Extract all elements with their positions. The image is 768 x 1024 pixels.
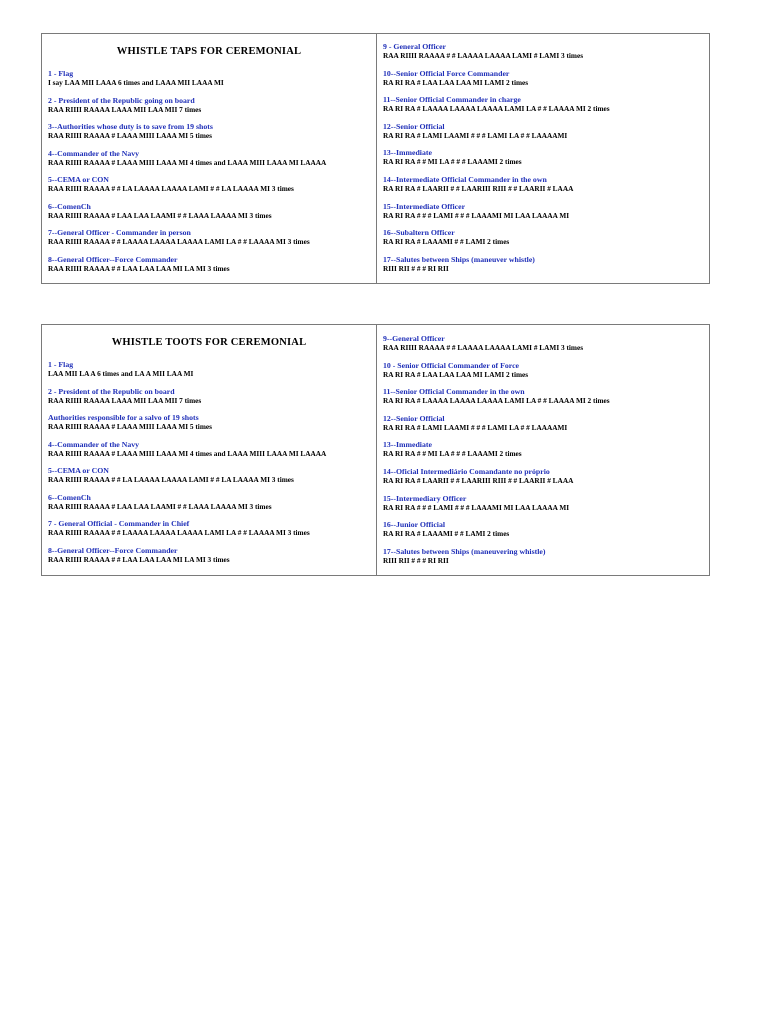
entry-heading: 11--Senior Official Commander in charge	[383, 95, 521, 105]
entry	[48, 149, 370, 167]
entry-heading: Authorities responsible for a salvo of 19 shots	[48, 413, 199, 422]
entry-pattern: RAA RIIII RAAAA # # LAAAA LAAAA LAAAA LAMI LA # # LAAAA MI 3 times	[48, 237, 310, 246]
entry-heading: 8--General Officer--Force Commander	[48, 254, 178, 264]
entry-heading: 11--Senior Official Commander in the own	[383, 387, 525, 397]
entry	[48, 360, 370, 378]
entry-heading: 16--Junior Official	[383, 520, 446, 530]
entry-heading: 10 - Senior Official Commander of Force	[383, 360, 519, 370]
entry	[48, 175, 370, 193]
entry	[383, 414, 703, 432]
entry-heading: 4--Commander of the Navy	[48, 148, 140, 158]
entry	[48, 202, 370, 220]
entry	[383, 387, 703, 405]
entry	[383, 467, 703, 485]
entry-heading: 10--Senior Official Force Commander	[383, 68, 510, 78]
entry-heading: 12--Senior Official	[383, 121, 445, 131]
entry-pattern: RA RI RA # # # LAMI # # # LAAAMI MI LAA LAAAA MI	[383, 210, 570, 220]
entry	[383, 42, 703, 60]
entry	[383, 69, 703, 87]
entry-pattern: RA RI RA # LAAAA LAAAA LAAAA LAMI LA # # LAAAA MI 2 times	[383, 104, 610, 114]
entry-pattern: RAA RIIII RAAAA LAAA MII LAA MII 7 times	[48, 395, 202, 405]
entry-heading: 6--ComenCh	[48, 492, 91, 502]
entry-heading: 7--General Officer - Commander in person	[48, 228, 191, 237]
entry	[383, 175, 703, 193]
entry-heading: 6--ComenCh	[48, 201, 91, 211]
entry-pattern: RAA RIIII RAAAA # LAA LAA LAAMI # # LAAA LAAAA MI 3 times	[48, 210, 272, 220]
right-column	[377, 34, 709, 283]
entry	[48, 387, 370, 405]
entry-heading: 2 - President of the Republic going on board	[48, 95, 195, 105]
entry-heading: 15--Intermediary Officer	[383, 493, 467, 503]
entry-pattern: RA RI RA # LAMI LAAMI # # # LAMI LA # # LAAAAMI	[383, 422, 568, 432]
entry-heading: 17--Salutes between Ships (maneuvering whistle)	[383, 546, 546, 556]
entry	[48, 255, 370, 273]
entry-heading: 5--CEMA or CON	[48, 466, 109, 475]
entry-pattern: LAA MII LA A 6 times and LA A MII LAA MI	[48, 369, 194, 378]
entry-pattern: RA RI RA # # MI LA # # # LAAAMI 2 times	[383, 157, 522, 167]
entry-pattern: RAA RIIII RAAAA LAAA MII LAA MII 7 times	[48, 104, 202, 114]
entry	[383, 520, 703, 538]
entry	[383, 228, 703, 246]
entry	[383, 440, 703, 458]
left-column	[42, 325, 377, 575]
entry-pattern: RAA RIIII RAAAA # # LAA LAA LAA MI LA MI 3 times	[48, 263, 230, 273]
entry	[383, 202, 703, 220]
entry-pattern: RAA RIIII RAAAA # # LAAAA LAAAA LAAAA LAMI LA # # LAAAA MI 3 times	[48, 528, 310, 537]
entry-heading: 8--General Officer--Force Commander	[48, 545, 178, 555]
entry	[383, 361, 703, 379]
entry-pattern: RA RI RA # LAAAA LAAAA LAAAA LAMI LA # # LAAAA MI 2 times	[383, 396, 610, 406]
entry-pattern: RIII RII # # # RI RII	[383, 555, 449, 565]
entry-heading: 15--Intermediate Officer	[383, 201, 466, 211]
entry	[48, 413, 370, 431]
entry-heading: 13--Immediate	[383, 148, 432, 158]
entry-heading: 4--Commander of the Navy	[48, 439, 140, 449]
entry-pattern: RAA RIIII RAAAA # # LA LAAAA LAAAA LAMI # # LA LAAAA MI 3 times	[48, 475, 294, 484]
entry	[383, 122, 703, 140]
entry	[48, 466, 370, 484]
entry-pattern: RA RI RA # LAAAMI # # LAMI 2 times	[383, 237, 510, 247]
entry	[48, 519, 370, 537]
entry	[48, 122, 370, 140]
entry	[48, 546, 370, 564]
entry-pattern: RAA RIIII RAAAA # LAAA MIII LAAA MI 5 times	[48, 422, 212, 431]
entry-heading: 12--Senior Official	[383, 413, 445, 423]
entry-pattern: RAA RIIII RAAAA # # LAAAA LAAAA LAMI # LAMI 3 times	[383, 343, 584, 352]
entry-heading: 17--Salutes between Ships (maneuver whistle)	[383, 254, 535, 264]
entry	[383, 148, 703, 166]
entry	[383, 494, 703, 512]
entry	[383, 547, 703, 565]
entry-heading: 9--General Officer	[383, 334, 445, 343]
right-column	[377, 325, 709, 575]
entry	[383, 334, 703, 352]
entry-heading: 13--Immediate	[383, 440, 432, 450]
entry-heading: 3--Authorities whose duty is to save from 19 shots	[48, 122, 213, 131]
entry-pattern: RA RI RA # # # LAMI # # # LAAAMI MI LAA LAAAA MI	[383, 502, 570, 512]
entry-heading: 1 - Flag	[48, 360, 74, 369]
entry	[48, 228, 370, 246]
entry-pattern: RA RI RA # LAARII # # LAARIII RIII # # LAARII # LAAA	[383, 183, 574, 193]
entry-pattern: RA RI RA # LAARII # # LAARIII RIII # # LAARII # LAAA	[383, 475, 574, 485]
whistle-taps-card	[41, 33, 710, 284]
entry-pattern: RAA RIIII RAAAA # LAA LAA LAAMI # # LAAA LAAAA MI 3 times	[48, 501, 272, 511]
left-column	[42, 34, 377, 283]
entry	[48, 493, 370, 511]
entry-pattern: RAA RIIII RAAAA # LAAA MIII LAAA MI 4 times and LAAA MIII LAAA MI LAAAA	[48, 157, 327, 167]
entry-pattern: RAA RIIII RAAAA # # LAA LAA LAA MI LA MI 3 times	[48, 554, 230, 564]
entry-heading: 16--Subaltern Officer	[383, 228, 455, 238]
entry-heading: 1 - Flag	[48, 69, 74, 78]
entry-heading: 14--Oficial Intermediário Comandante no próprio	[383, 466, 550, 476]
entry-pattern: RAA RIIII RAAAA # # LA LAAAA LAAAA LAMI # # LA LAAAA MI 3 times	[48, 184, 294, 193]
entry-pattern: RIII RII # # # RI RII	[383, 263, 449, 273]
entry-heading: 2 - President of the Republic on board	[48, 386, 175, 396]
entry-pattern: RAA RIIII RAAAA # LAAA MIII LAAA MI 4 times and LAAA MIII LAAA MI LAAAA	[48, 448, 327, 458]
entry-heading: 14--Intermediate Official Commander in the own	[383, 174, 547, 184]
entry-pattern: I say LAA MII LAAA 6 times and LAAA MII LAAA MI	[48, 78, 224, 87]
entry-pattern: RA RI RA # LAA LAA LAA MI LAMI 2 times	[383, 369, 529, 379]
entry-pattern: RA RI RA # LAMI LAAMI # # # LAMI LA # # LAAAAMI	[383, 130, 568, 140]
card-title: WHISTLE TOOTS FOR CEREMONIAL	[111, 337, 307, 348]
entry-heading: 9 - General Officer	[383, 42, 446, 51]
entry	[48, 440, 370, 458]
entry-heading: 7 - General Official - Commander in Chief	[48, 519, 190, 528]
whistle-toots-card	[41, 324, 710, 576]
entry-pattern: RA RI RA # LAA LAA LAA MI LAMI 2 times	[383, 77, 529, 87]
card-title: WHISTLE TAPS FOR CEREMONIAL	[116, 46, 302, 57]
entry	[48, 96, 370, 114]
entry-pattern: RAA RIIII RAAAA # LAAA MIII LAAA MI 5 times	[48, 131, 212, 140]
entry-pattern: RAA RIIII RAAAA # # LAAAA LAAAA LAMI # LAMI 3 times	[383, 51, 584, 60]
entry-pattern: RA RI RA # LAAAMI # # LAMI 2 times	[383, 529, 510, 539]
entry	[383, 95, 703, 113]
entry	[383, 255, 703, 273]
entry-heading: 5--CEMA or CON	[48, 175, 109, 184]
entry	[48, 69, 370, 87]
entry-pattern: RA RI RA # # MI LA # # # LAAAMI 2 times	[383, 449, 522, 459]
